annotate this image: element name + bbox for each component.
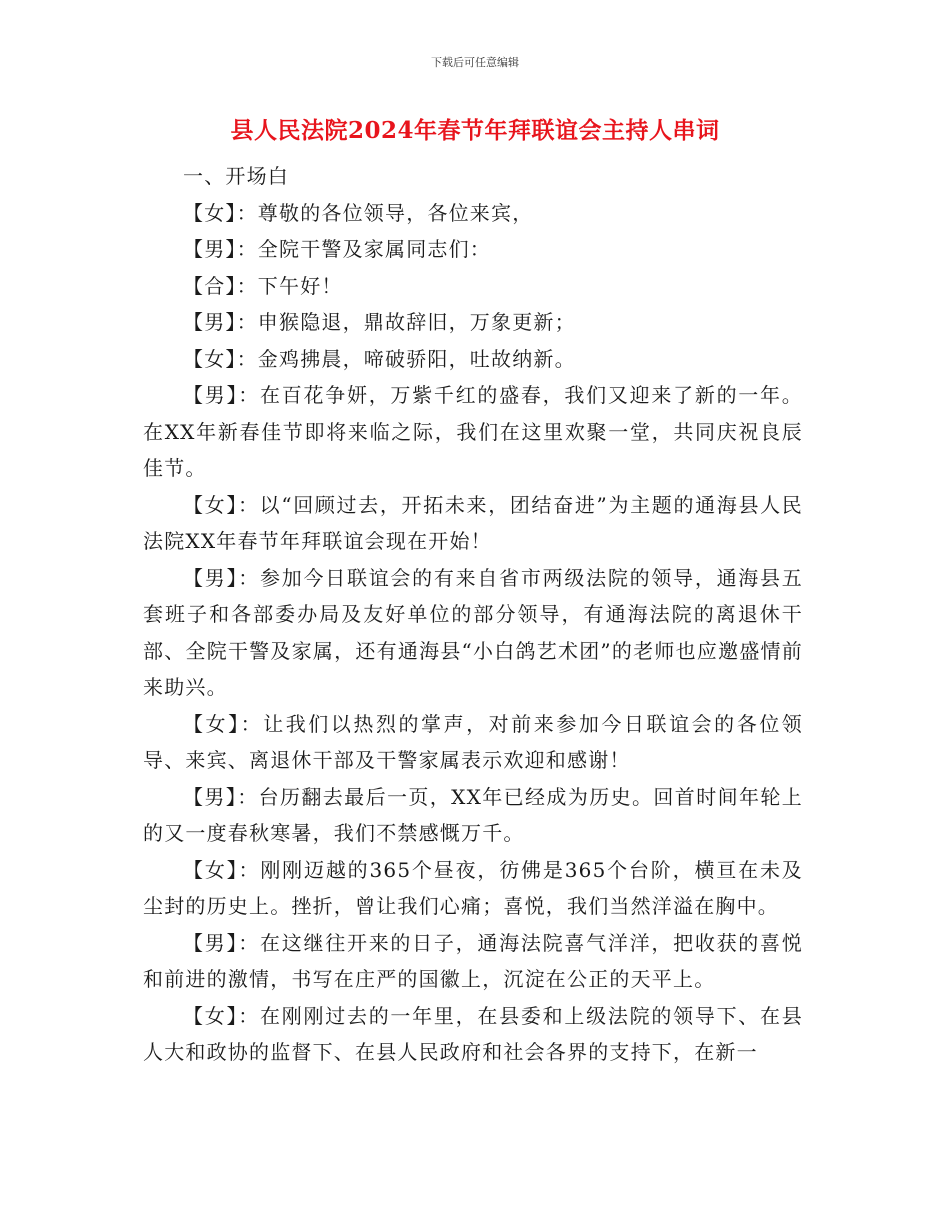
paragraph [143, 487, 803, 560]
paragraph-text: ：申猴隐退，鼎故辞旧，万象更新； [236, 310, 576, 334]
paragraph-text: ：在这继往开来的日子，通海法院喜气洋洋，把收获的喜悦和前进的激情，书写在庄严的国徽上，沉淀在公正的天平上。 [143, 930, 803, 991]
paragraph [143, 560, 803, 706]
paragraph-text: ：参加今日联谊会的有来自省市两级法院的领导，通海县五套班子和各部委办局及友好单位的部分领导，有通海法院的离退休干部、全院干警及家属，还有通海县“小白鸽艺术团”的老师也应邀盛情前来助兴。 [143, 565, 803, 699]
paragraph-text: 一、开场白 [183, 164, 289, 188]
paragraph [143, 998, 803, 1071]
paragraph [143, 925, 803, 998]
speaker-label: 【女】 [183, 1003, 239, 1028]
speaker-label: 【男】 [183, 237, 237, 261]
paragraph [143, 231, 803, 268]
paragraph-text: ：台历翻去最后一页，XX年已经成为历史。回首时间年轮上的又一度春秋寒暑，我们不禁感慨万千。 [143, 784, 803, 845]
document-body [143, 158, 803, 1071]
speaker-label: 【男】 [183, 565, 239, 590]
speaker-label: 【男】 [183, 383, 239, 407]
header-note: 下载后可任意编辑 [431, 56, 519, 69]
speaker-label: 【女】 [183, 346, 237, 371]
paragraph-text: ：下午好！ [236, 273, 343, 298]
speaker-label: 【女】 [183, 200, 237, 225]
paragraph [143, 779, 803, 852]
speaker-label: 【男】 [183, 784, 238, 809]
paragraph-text: ：在百花争妍，万紫千红的盛春，我们又迎来了新的一年。在XX年新春佳节即将来临之际，我们在这里欢聚一堂，共同庆祝良辰佳节。 [143, 383, 803, 480]
paragraph [143, 377, 803, 487]
paragraph [143, 852, 803, 925]
paragraph-text: ：以“回顾过去，开拓未来，团结奋进”为主题的通海县人民法院XX年春节年拜联谊会现在开始！ [143, 492, 803, 553]
paragraph-text: ：金鸡拂晨，啼破骄阳，吐故纳新。 [236, 346, 576, 371]
paragraph-text: ：刚刚迈越的365个昼夜，彷佛是365个台阶，横亘在未及尘封的历史上。挫折，曾让我们心痛；喜悦，我们当然洋溢在胸中。 [143, 857, 803, 918]
paragraph-text: ：尊敬的各位领导，各位来宾， [236, 200, 534, 225]
paragraph [143, 304, 803, 341]
paragraph-text: ：在刚刚过去的一年里，在县委和上级法院的领导下、在县人大和政协的监督下、在县人民政府和社会各界的支持下，在新一 [143, 1003, 803, 1064]
speaker-label: 【男】 [183, 310, 237, 334]
speaker-label: 【女】 [183, 492, 238, 517]
speaker-label: 【女】 [183, 857, 239, 882]
paragraph [143, 268, 803, 305]
paragraph [143, 341, 803, 378]
paragraph-text: ：全院干警及家属同志们： [236, 237, 492, 261]
speaker-label: 【合】 [183, 273, 237, 298]
document-title: 县人民法院2024年春节年拜联谊会主持人串词 [230, 117, 720, 144]
paragraph [143, 158, 803, 195]
speaker-label: 【男】 [183, 930, 239, 955]
paragraph [143, 195, 803, 232]
speaker-label: 【女】 [183, 711, 241, 736]
paragraph [143, 706, 803, 779]
paragraph-text: ：让我们以热烈的掌声，对前来参加今日联谊会的各位领导、来宾、离退休干部及干警家属表示欢迎和感谢！ [143, 711, 804, 772]
